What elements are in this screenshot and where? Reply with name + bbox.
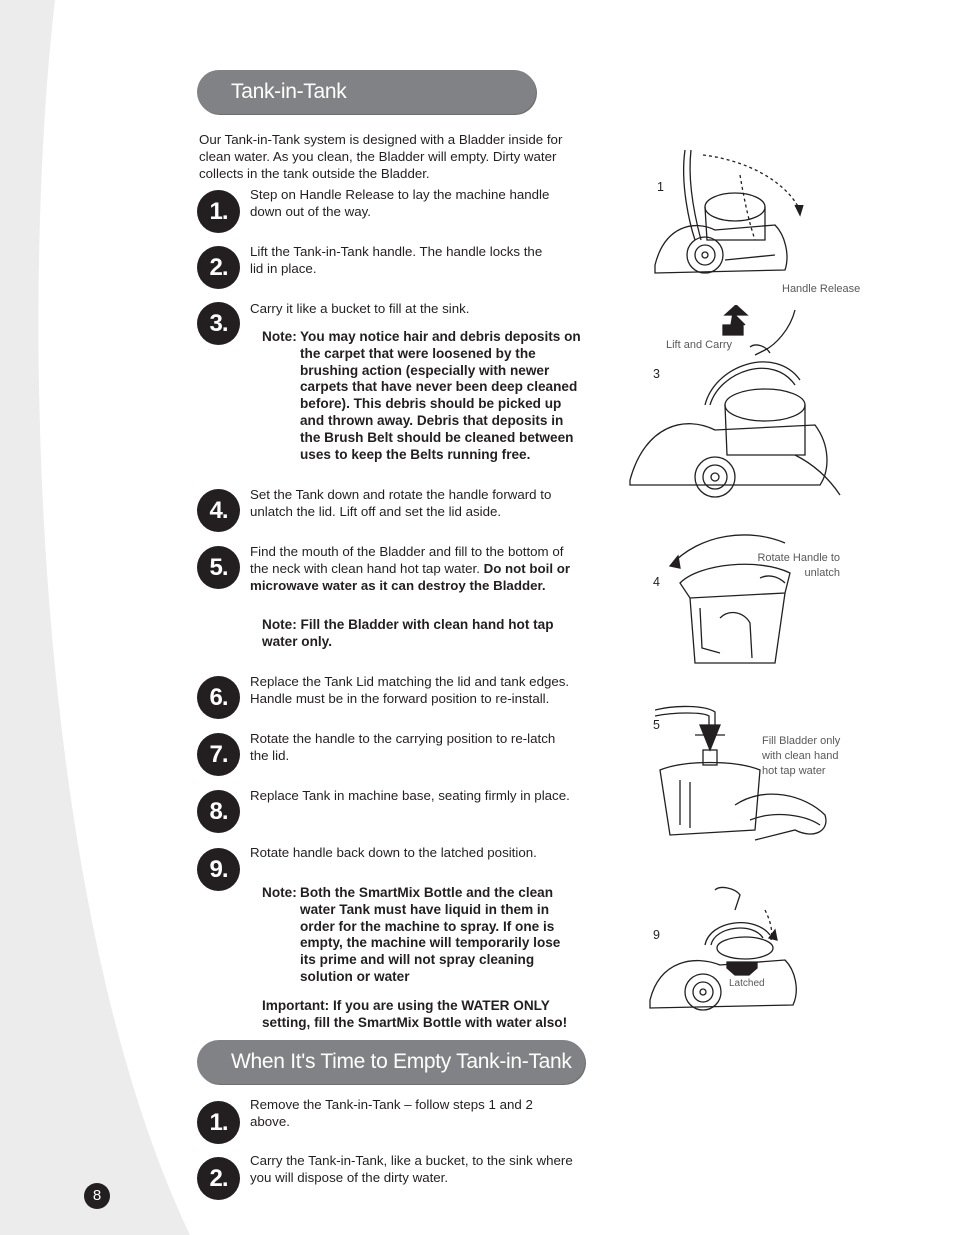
empty-step-1-text: Remove the Tank-in-Tank – follow steps 1 and 2 above. [250,1097,533,1129]
important-note [262,998,582,1032]
step-3-text: Carry it like a bucket to fill at the sink. [250,301,470,316]
figure-9-number: 9 [653,928,660,942]
step-number-2: 2. [197,246,240,289]
step-5-bold: Do not boil or microwave water as it can destroy the Bladder. [250,560,571,593]
page-number: 8 [84,1183,110,1209]
figure-1-handle-release-illustration [645,145,815,285]
figure-3-caption: Lift and Carry [666,339,733,351]
note-label: Note: [262,329,297,344]
figure-9-caption: Latched [729,978,765,989]
figure-5-caption: Fill Bladder only with clean hand hot tap water [762,735,841,777]
note-body: Both the SmartMix Bottle and the clean water Tank must have liquid in them in order for the machine to spray. If one is empty, the machine will temporarily lose its prime and will not spray cleaning solution or water [300,885,561,984]
step-number-1: 1. [197,190,240,233]
step-number-6: 6. [197,676,240,719]
step-9-text: Rotate handle back down to the latched position. [250,845,537,860]
section-title-tank-in-tank: Tank-in-Tank [197,70,536,114]
figure-3-lift-and-carry-illustration [625,305,845,515]
step-number-8: 8. [197,790,240,833]
empty-step-number-2: 2. [197,1157,240,1200]
step-number-9: 9. [197,848,240,891]
note-step-5: Note: Fill the Bladder with clean hand hot tap water only. [262,617,554,649]
step-5-regular: Find the mouth of the Bladder and fill to the bottom of the neck with clean hand hot tap water. [250,544,564,576]
figure-9-latched-illustration [645,880,805,1015]
figure-4-rotate-handle-illustration [660,528,810,673]
step-number-4: 4. [197,489,240,532]
intro-paragraph: Our Tank-in-Tank system is designed with a Bladder inside for clean water. As you clean, the Bladder will empty. Dirty water collects in the tank outside the Bladder. [199,132,563,181]
note-step-3 [262,329,582,463]
empty-step-2-text: Carry the Tank-in-Tank, like a bucket, to the sink where you will dispose of the dirty water. [250,1153,573,1185]
step-number-5: 5. [197,546,240,589]
figure-1-number: 1 [657,180,664,194]
step-6-text: Replace the Tank Lid matching the lid and tank edges. Handle must be in the forward position to re-install. [250,674,570,706]
step-5-text [250,544,575,594]
figure-3-number: 3 [653,367,660,381]
step-2-text: Lift the Tank-in-Tank handle. The handle locks the lid in place. [250,244,543,276]
step-8-text: Replace Tank in machine base, seating firmly in place. [250,788,570,803]
step-number-3: 3. [197,302,240,345]
figure-4-caption: Rotate Handle to unlatch [757,552,840,579]
section-title-empty-tank: When It's Time to Empty Tank-in-Tank [197,1040,585,1084]
step-1-text: Step on Handle Release to lay the machine handle down out of the way. [250,187,550,219]
note-body: You may notice hair and debris deposits on the carpet that were loosened by the brushing action (especially with newer carpets that have never been deep cleaned before). This debris should be picked up and thrown away. Debris that deposits in the Brush Belt should be cleaned between uses to keep the Belts running free. [300,329,581,462]
empty-step-number-1: 1. [197,1101,240,1144]
step-number-7: 7. [197,733,240,776]
figure-1-caption: Handle Release [782,283,861,295]
step-7-text: Rotate the handle to the carrying position to re-latch the lid. [250,731,556,763]
step-4-text: Set the Tank down and rotate the handle forward to unlatch the lid. Lift off and set the lid aside. [250,487,552,519]
figure-5-fill-bladder-illustration [655,700,835,850]
note-label: Note: [262,885,297,900]
important-body: If you are using the WATER ONLY setting, fill the SmartMix Bottle with water also! [262,998,568,1030]
figure-5-number: 5 [653,718,660,732]
important-label: Important: [262,998,330,1013]
note-step-9 [262,885,572,986]
figure-4-number: 4 [653,575,660,589]
